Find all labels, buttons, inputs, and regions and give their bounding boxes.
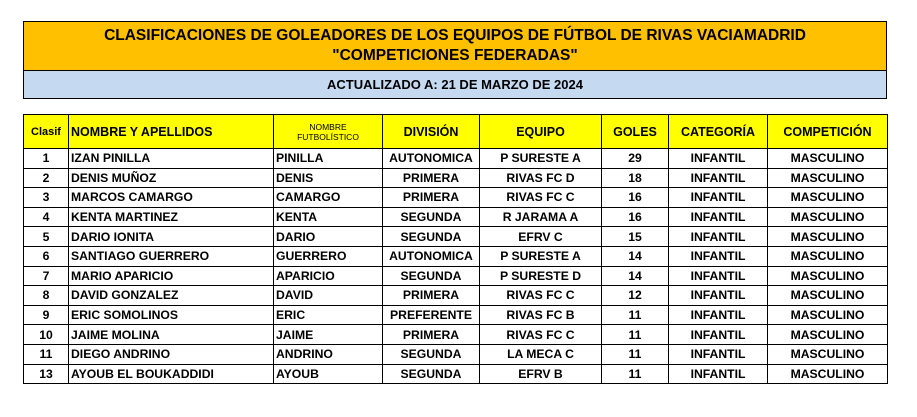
cell-clasif: 7 bbox=[24, 266, 69, 286]
cell-clasif: 10 bbox=[24, 325, 69, 345]
cell-equipo: RIVAS FC B bbox=[480, 305, 602, 325]
table-row bbox=[24, 207, 888, 227]
cell-name: AYOUB EL BOUKADDIDI bbox=[69, 364, 274, 384]
cell-name: DARIO IONITA bbox=[69, 227, 274, 247]
cell-categoria: INFANTIL bbox=[669, 364, 768, 384]
cell-goles: 29 bbox=[602, 149, 669, 169]
cell-name: MARIO APARICIO bbox=[69, 266, 274, 286]
header-equipo: EQUIPO bbox=[480, 115, 602, 149]
cell-division: SEGUNDA bbox=[383, 364, 480, 384]
cell-competicion: MASCULINO bbox=[768, 305, 888, 325]
cell-clasif: 3 bbox=[24, 188, 69, 208]
cell-apodo: DENIS bbox=[274, 168, 383, 188]
cell-name: IZAN PINILLA bbox=[69, 149, 274, 169]
cell-apodo: DAVID bbox=[274, 286, 383, 306]
cell-categoria: INFANTIL bbox=[669, 227, 768, 247]
cell-clasif: 11 bbox=[24, 344, 69, 364]
cell-goles: 14 bbox=[602, 266, 669, 286]
cell-division: SEGUNDA bbox=[383, 207, 480, 227]
cell-clasif: 6 bbox=[24, 246, 69, 266]
header-competicion: COMPETICIÓN bbox=[768, 115, 888, 149]
cell-categoria: INFANTIL bbox=[669, 286, 768, 306]
table-row bbox=[24, 286, 888, 306]
cell-competicion: MASCULINO bbox=[768, 149, 888, 169]
cell-goles: 14 bbox=[602, 246, 669, 266]
cell-apodo: ERIC bbox=[274, 305, 383, 325]
cell-categoria: INFANTIL bbox=[669, 149, 768, 169]
cell-division: PREFERENTE bbox=[383, 305, 480, 325]
table-header-row bbox=[24, 115, 888, 149]
cell-division: SEGUNDA bbox=[383, 227, 480, 247]
cell-clasif: 4 bbox=[24, 207, 69, 227]
cell-goles: 16 bbox=[602, 188, 669, 208]
cell-competicion: MASCULINO bbox=[768, 188, 888, 208]
cell-goles: 11 bbox=[602, 325, 669, 345]
cell-division: PRIMERA bbox=[383, 325, 480, 345]
cell-competicion: MASCULINO bbox=[768, 364, 888, 384]
cell-competicion: MASCULINO bbox=[768, 227, 888, 247]
cell-competicion: MASCULINO bbox=[768, 325, 888, 345]
cell-equipo: LA MECA C bbox=[480, 344, 602, 364]
cell-apodo: AYOUB bbox=[274, 364, 383, 384]
cell-apodo: APARICIO bbox=[274, 266, 383, 286]
cell-division: AUTONOMICA bbox=[383, 149, 480, 169]
cell-clasif: 2 bbox=[24, 168, 69, 188]
cell-equipo: EFRV B bbox=[480, 364, 602, 384]
table-row bbox=[24, 168, 888, 188]
cell-competicion: MASCULINO bbox=[768, 344, 888, 364]
cell-equipo: RIVAS FC D bbox=[480, 168, 602, 188]
page-title: CLASIFICACIONES DE GOLEADORES DE LOS EQUIPOS DE FÚTBOL DE RIVAS VACIAMADRID bbox=[104, 27, 806, 44]
cell-goles: 18 bbox=[602, 168, 669, 188]
table-row bbox=[24, 305, 888, 325]
cell-name: KENTA MARTINEZ bbox=[69, 207, 274, 227]
cell-competicion: MASCULINO bbox=[768, 207, 888, 227]
cell-name: DENIS MUÑOZ bbox=[69, 168, 274, 188]
header-categoria: CATEGORÍA bbox=[669, 115, 768, 149]
cell-apodo: PINILLA bbox=[274, 149, 383, 169]
cell-apodo: DARIO bbox=[274, 227, 383, 247]
cell-name: ERIC SOMOLINOS bbox=[69, 305, 274, 325]
cell-division: PRIMERA bbox=[383, 188, 480, 208]
cell-apodo: CAMARGO bbox=[274, 188, 383, 208]
table-row bbox=[24, 188, 888, 208]
header-apodo bbox=[274, 115, 383, 149]
header-division: DIVISIÓN bbox=[383, 115, 480, 149]
update-date-banner bbox=[24, 71, 886, 98]
cell-categoria: INFANTIL bbox=[669, 266, 768, 286]
page-subtitle: "COMPETICIONES FEDERADAS" bbox=[332, 47, 578, 64]
scorers-table bbox=[23, 114, 888, 384]
cell-equipo: P SURESTE D bbox=[480, 266, 602, 286]
cell-competicion: MASCULINO bbox=[768, 286, 888, 306]
cell-goles: 16 bbox=[602, 207, 669, 227]
cell-categoria: INFANTIL bbox=[669, 305, 768, 325]
cell-apodo: GUERRERO bbox=[274, 246, 383, 266]
cell-goles: 11 bbox=[602, 305, 669, 325]
cell-categoria: INFANTIL bbox=[669, 168, 768, 188]
cell-apodo: KENTA bbox=[274, 207, 383, 227]
cell-equipo: RIVAS FC C bbox=[480, 325, 602, 345]
cell-equipo: RIVAS FC C bbox=[480, 188, 602, 208]
table-row bbox=[24, 266, 888, 286]
cell-competicion: MASCULINO bbox=[768, 168, 888, 188]
cell-competicion: MASCULINO bbox=[768, 266, 888, 286]
cell-equipo: EFRV C bbox=[480, 227, 602, 247]
cell-categoria: INFANTIL bbox=[669, 325, 768, 345]
cell-clasif: 5 bbox=[24, 227, 69, 247]
table-row bbox=[24, 246, 888, 266]
cell-name: JAIME MOLINA bbox=[69, 325, 274, 345]
cell-clasif: 8 bbox=[24, 286, 69, 306]
cell-categoria: INFANTIL bbox=[669, 207, 768, 227]
cell-categoria: INFANTIL bbox=[669, 344, 768, 364]
table-row bbox=[24, 344, 888, 364]
header-apodo-line1: NOMBRE bbox=[309, 121, 347, 132]
cell-apodo: ANDRINO bbox=[274, 344, 383, 364]
cell-competicion: MASCULINO bbox=[768, 246, 888, 266]
table-row bbox=[24, 227, 888, 247]
header-apodo-line2: FUTBOLÍSTICO bbox=[297, 131, 359, 142]
title-block bbox=[23, 21, 887, 99]
table-row bbox=[24, 149, 888, 169]
title-banner bbox=[24, 22, 886, 71]
cell-name: MARCOS CAMARGO bbox=[69, 188, 274, 208]
update-date: ACTUALIZADO A: 21 DE MARZO DE 2024 bbox=[327, 77, 583, 92]
cell-apodo: JAIME bbox=[274, 325, 383, 345]
cell-goles: 12 bbox=[602, 286, 669, 306]
cell-goles: 11 bbox=[602, 364, 669, 384]
cell-division: PRIMERA bbox=[383, 286, 480, 306]
table-body bbox=[24, 149, 888, 384]
cell-clasif: 9 bbox=[24, 305, 69, 325]
cell-name: DAVID GONZALEZ bbox=[69, 286, 274, 306]
cell-equipo: P SURESTE A bbox=[480, 149, 602, 169]
cell-equipo: P SURESTE A bbox=[480, 246, 602, 266]
cell-division: SEGUNDA bbox=[383, 344, 480, 364]
cell-categoria: INFANTIL bbox=[669, 188, 768, 208]
cell-equipo: RIVAS FC C bbox=[480, 286, 602, 306]
cell-categoria: INFANTIL bbox=[669, 246, 768, 266]
table-row bbox=[24, 364, 888, 384]
cell-equipo: R JARAMA A bbox=[480, 207, 602, 227]
cell-division: SEGUNDA bbox=[383, 266, 480, 286]
cell-goles: 15 bbox=[602, 227, 669, 247]
header-name: NOMBRE Y APELLIDOS bbox=[69, 115, 274, 149]
header-goles: GOLES bbox=[602, 115, 669, 149]
cell-division: PRIMERA bbox=[383, 168, 480, 188]
cell-clasif: 1 bbox=[24, 149, 69, 169]
cell-name: DIEGO ANDRINO bbox=[69, 344, 274, 364]
header-clasif: Clasif bbox=[24, 115, 69, 149]
cell-goles: 11 bbox=[602, 344, 669, 364]
table-row bbox=[24, 325, 888, 345]
cell-name: SANTIAGO GUERRERO bbox=[69, 246, 274, 266]
cell-clasif: 13 bbox=[24, 364, 69, 384]
cell-division: AUTONOMICA bbox=[383, 246, 480, 266]
